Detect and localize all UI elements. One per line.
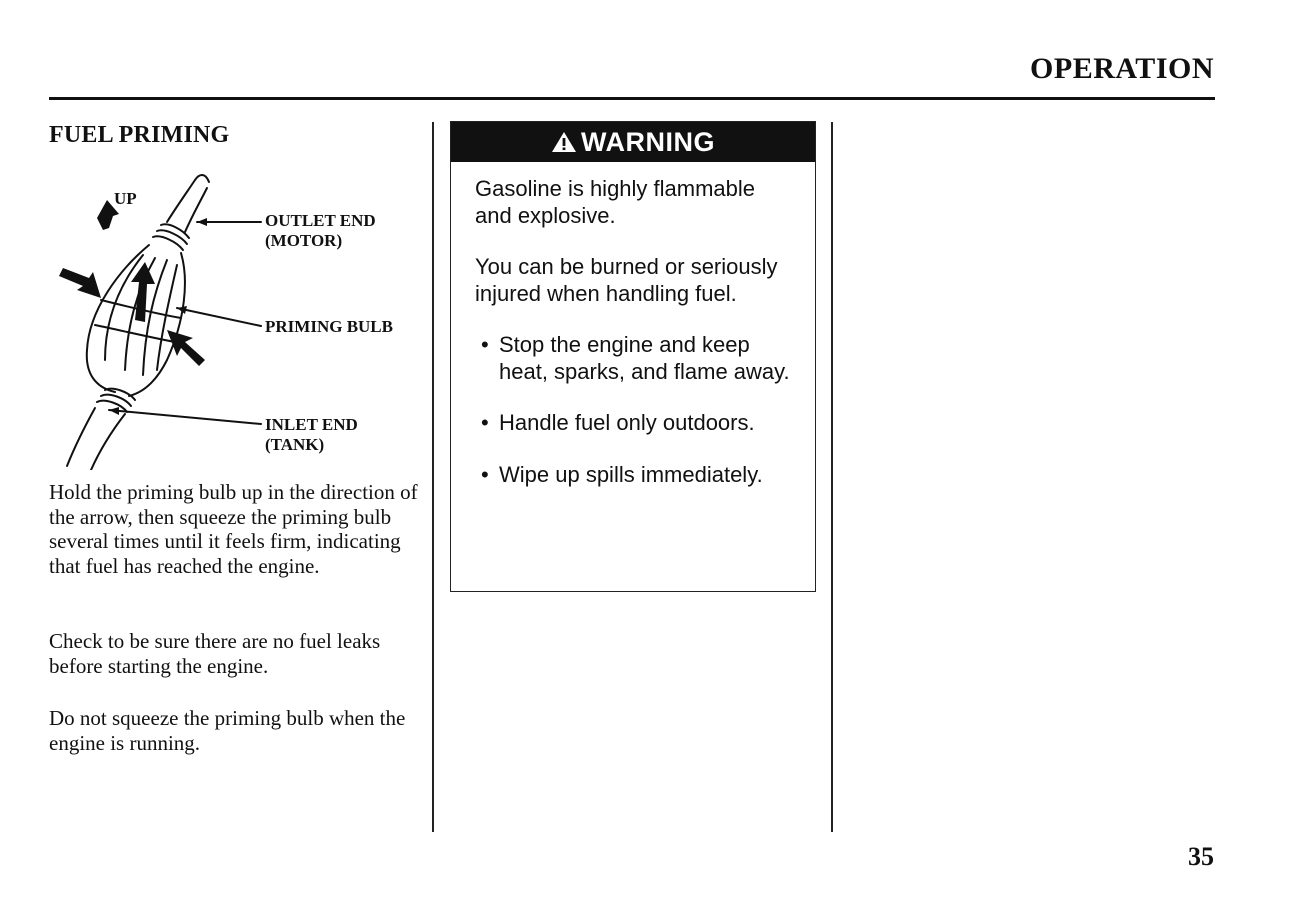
instruction-paragraph-2: Check to be sure there are no fuel leaks before starting the engine. xyxy=(49,629,381,678)
header-rule xyxy=(49,97,1215,100)
warning-body xyxy=(451,162,815,488)
warning-bullet-list xyxy=(475,332,795,488)
label-inlet-end-line1: INLET END xyxy=(265,415,358,434)
page-number: 35 xyxy=(1188,842,1214,871)
label-outlet-end-line1: OUTLET END xyxy=(265,211,376,230)
warning-paragraph-1: Gasoline is highly flammable and explosive. xyxy=(475,176,756,228)
label-inlet-end xyxy=(265,415,358,455)
label-up: UP xyxy=(114,189,137,208)
instruction-paragraph-1: Hold the priming bulb up in the direction of the arrow, then squeeze the priming bulb several times until it feels firm, indicating that fuel has reached the engine. xyxy=(49,480,418,578)
warning-bullet: • Stop the engine and keep heat, sparks, and flame away. xyxy=(475,332,795,385)
section-title: OPERATION xyxy=(1030,52,1214,85)
warning-box xyxy=(450,121,816,592)
label-priming-bulb: PRIMING BULB xyxy=(265,317,393,336)
priming-bulb-illustration xyxy=(49,170,424,470)
instruction-paragraph-3: Do not squeeze the priming bulb when the engine is running. xyxy=(49,706,406,755)
label-outlet-end xyxy=(265,211,376,251)
warning-title: WARNING xyxy=(581,126,715,157)
warning-header xyxy=(451,122,815,162)
warning-triangle-icon xyxy=(551,131,577,153)
label-outlet-end-line2: (MOTOR) xyxy=(265,231,343,250)
warning-bullet: • Wipe up spills immediately. xyxy=(475,462,795,489)
label-inlet-end-line2: (TANK) xyxy=(265,435,325,454)
column-divider-left xyxy=(432,122,434,832)
column-divider-right xyxy=(831,122,833,832)
fuel-priming-heading: FUEL PRIMING xyxy=(49,122,230,148)
warning-paragraph-2: You can be burned or seriously injured when handling fuel. xyxy=(475,254,778,306)
warning-bullet: • Handle fuel only outdoors. xyxy=(475,410,795,437)
